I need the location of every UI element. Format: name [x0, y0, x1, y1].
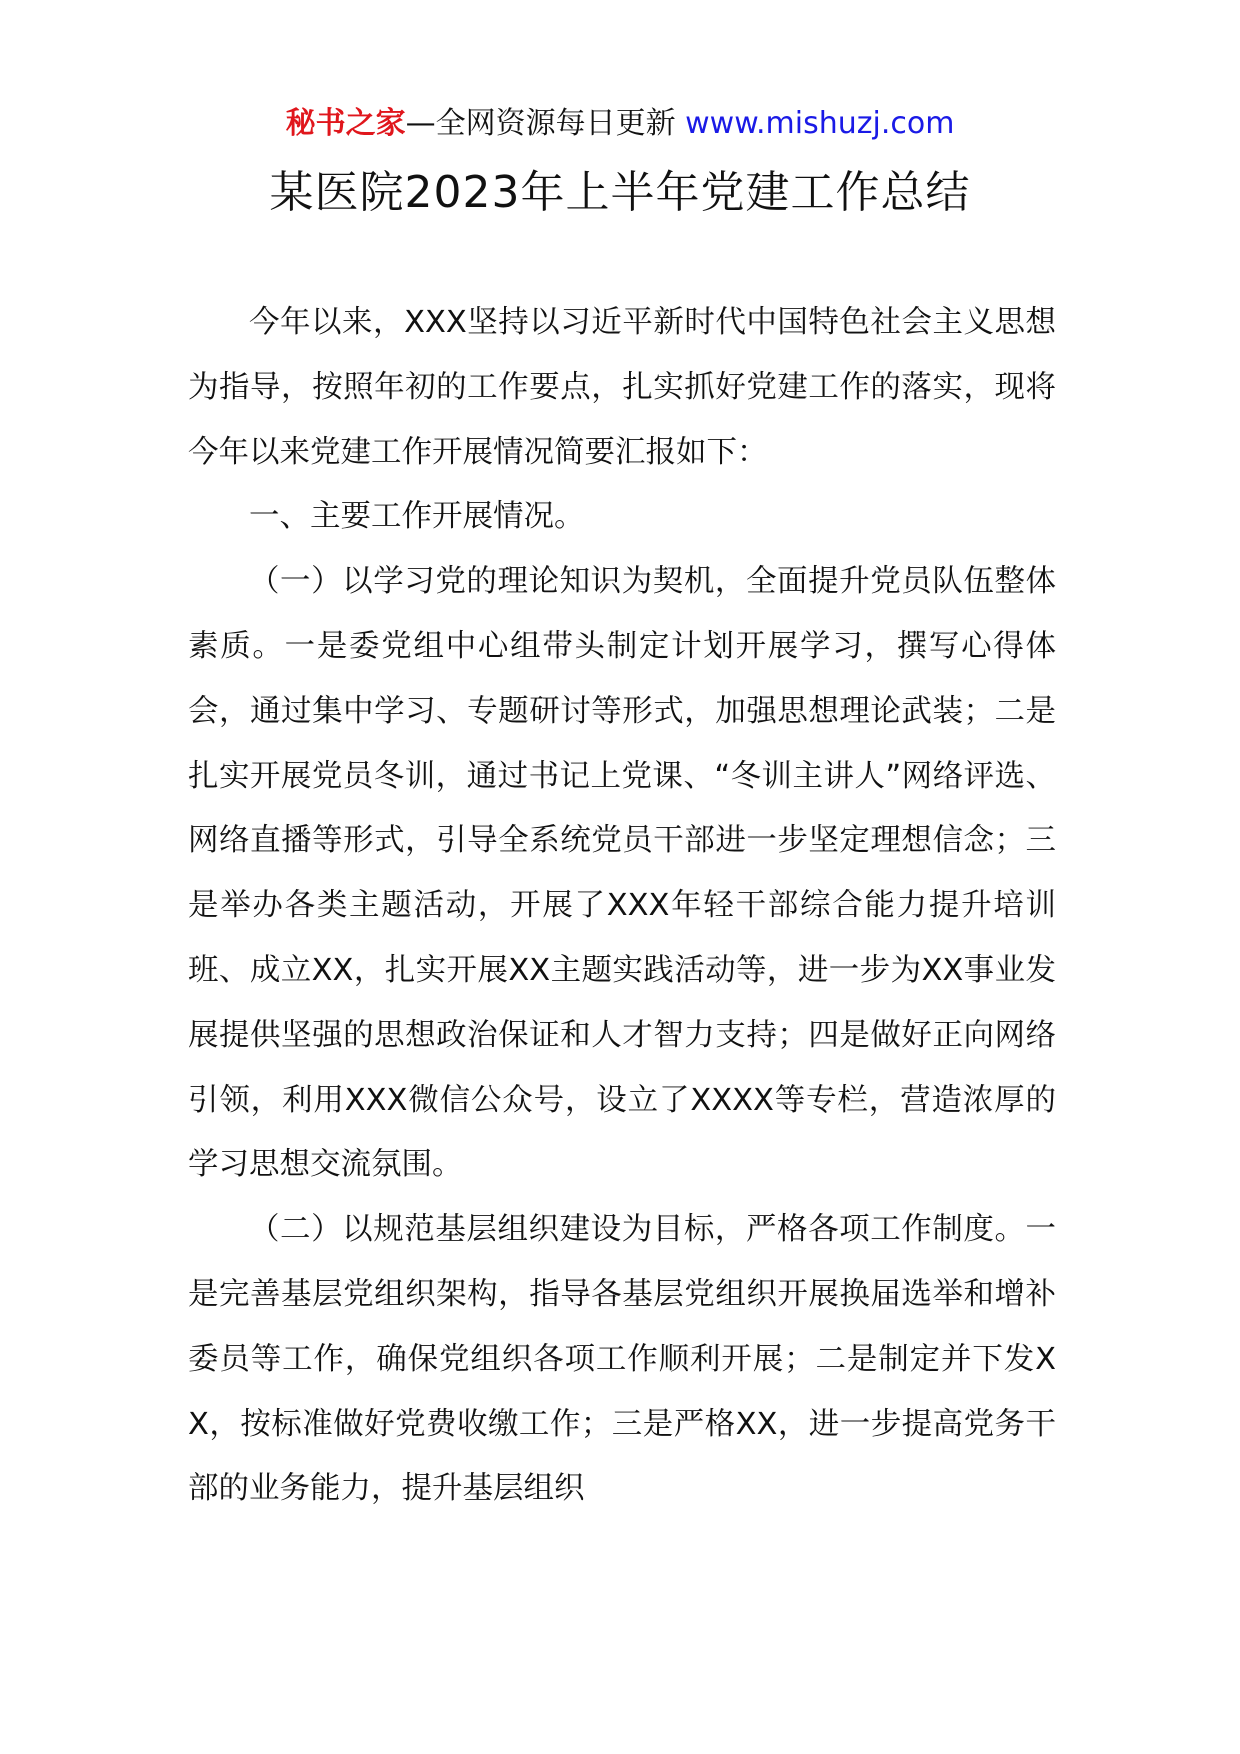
document-body [188, 291, 1056, 1522]
section-heading: 一、主要工作开展情况。 [249, 499, 585, 535]
body-paragraph: （二）以规范基层组织建设为目标，严格各项工作制度。一是完善基层党组织架构，指导各基层党组织开展换届选举和增补委员等工作，确保党组织各项工作顺利开展；二是制定并下发XX，按标准做好党费收缴工作；三是严格XX，进一步提高党务干部的业务能力，提升基层组织 [188, 1212, 1056, 1507]
site-url-link[interactable]: www.mishuzj.com [685, 106, 955, 141]
site-slogan: —全网资源每日更新 [405, 106, 686, 141]
site-brand: 秘书之家 [285, 106, 406, 141]
intro-paragraph: 今年以来，XXX坚持以习近平新时代中国特色社会主义思想为指导，按照年初的工作要点，扎实抓好党建工作的落实，现将今年以来党建工作开展情况简要汇报如下： [188, 305, 1056, 470]
body-paragraph: （一）以学习党的理论知识为契机，全面提升党员队伍整体素质。一是委党组中心组带头制定计划开展学习，撰写心得体会，通过集中学习、专题研讨等形式，加强思想理论武装；二是扎实开展党员冬训，通过书记上党课、“冬训主讲人”网络评选、网络直播等形式，引导全系统党员干部进一步坚定理想信念；三是举办各类主题活动，开展了XXX年轻干部综合能力提升培训班、成立XX，扎实开展XX主题实践活动等，进一步为XX事业发展提供坚强的思想政治保证和人才智力支持；四是做好正向网络引领，利用XXX微信公众号，设立了XXXX等专栏，营造浓厚的学习思想交流氛围。 [188, 564, 1056, 1183]
document-title: 某医院2023年上半年党建工作总结 [269, 167, 971, 218]
site-header [0, 104, 1240, 144]
